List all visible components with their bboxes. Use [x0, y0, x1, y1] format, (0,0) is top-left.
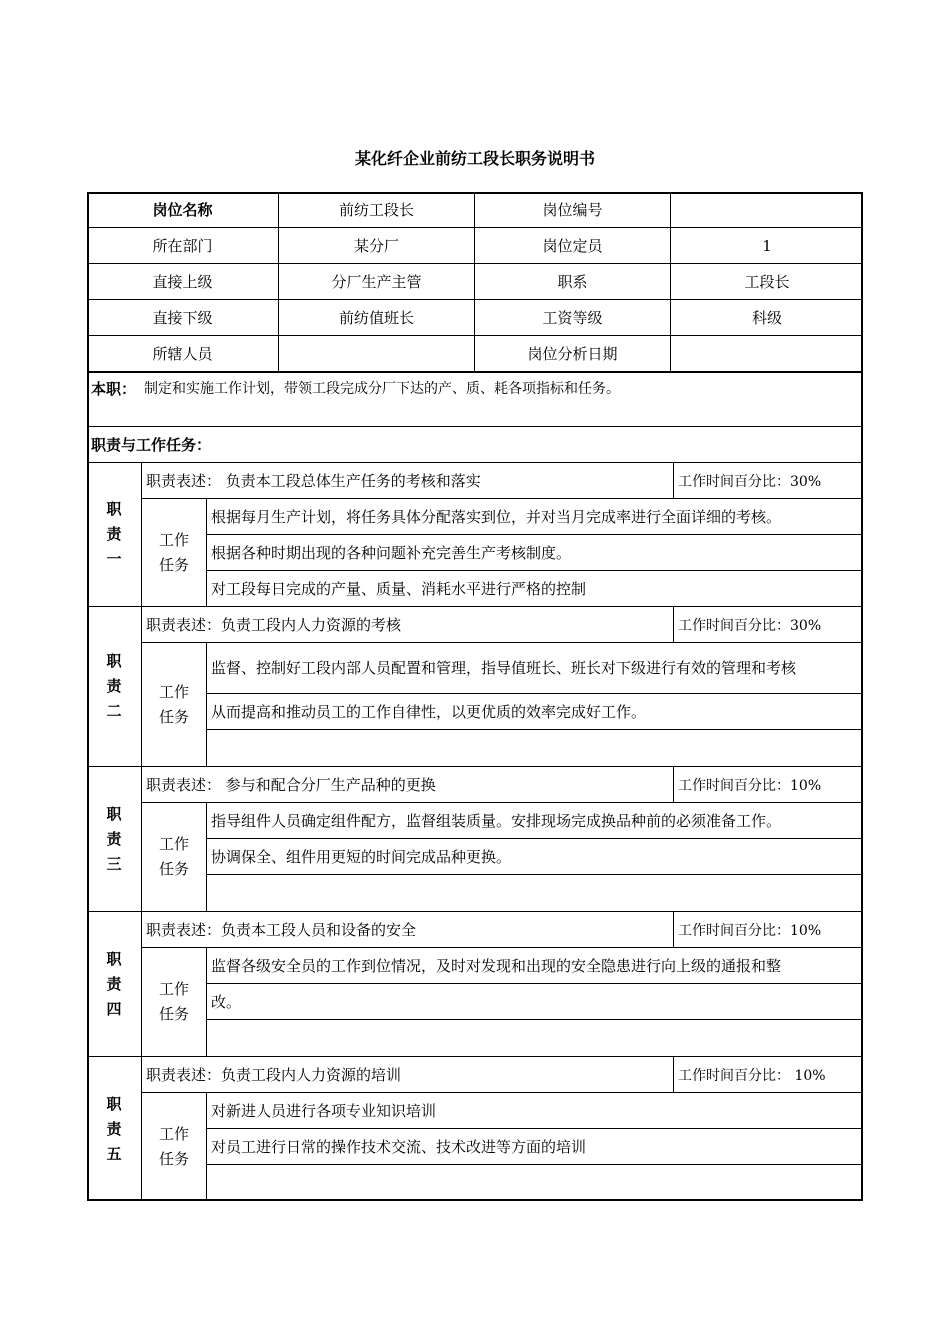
field-value: 1 — [762, 236, 772, 255]
task-text: 从而提高和推动员工的工作自律性，以更优质的效率完成好工作。 — [211, 702, 647, 721]
summary-label: 本职： — [91, 380, 137, 398]
task-row — [207, 1129, 863, 1165]
info-value-3-3 — [671, 264, 863, 300]
task-label-line: 工作 — [158, 682, 189, 701]
task-label-line: 工作 — [158, 980, 189, 998]
duty-label-char: 四 — [106, 999, 122, 1018]
task-label-line: 工作 — [158, 1125, 189, 1143]
task-label-line: 工作 — [158, 530, 189, 549]
duty-label-char: 职 — [106, 500, 122, 518]
duty-label-char: 二 — [106, 702, 122, 720]
task-label-line: 工作 — [158, 835, 189, 853]
duty-label-char: 一 — [106, 550, 122, 568]
info-label-5-0 — [87, 336, 279, 373]
info-label-3-2 — [475, 264, 671, 300]
task-row — [207, 535, 863, 571]
duty-description-text: 职责表述：负责本工段人员和设备的安全 — [146, 921, 417, 939]
field-label: 直接上级 — [152, 273, 213, 291]
duty-description-text: 职责表述：负责工段内人力资源的培训 — [146, 1066, 402, 1084]
field-label: 直接下级 — [152, 309, 213, 327]
info-value-2-1 — [279, 228, 475, 264]
duty-label-1 — [87, 463, 142, 607]
info-value-5-3 — [671, 336, 863, 373]
duty-label-char: 责 — [106, 829, 122, 848]
info-label-5-2 — [475, 336, 671, 373]
task-label-line: 任务 — [158, 860, 189, 878]
task-label — [142, 1093, 207, 1201]
info-label-4-0 — [87, 300, 279, 336]
task-row — [207, 839, 863, 875]
task-label — [142, 499, 207, 607]
task-row — [207, 875, 863, 912]
info-label-3-0 — [87, 264, 279, 300]
task-row — [207, 643, 863, 694]
field-value: 科级 — [751, 309, 782, 327]
task-label-line: 任务 — [158, 1005, 189, 1023]
task-row — [207, 694, 863, 730]
field-label: 所辖人员 — [152, 345, 213, 363]
task-label — [142, 803, 207, 912]
duty-time-percentage — [674, 1057, 863, 1093]
summary-row — [87, 373, 863, 427]
duty-time-percentage — [674, 767, 863, 803]
duty-time-percentage-text: 工作时间百分比：30% — [678, 473, 822, 490]
duty-time-percentage — [674, 912, 863, 948]
duty-time-percentage-text: 工作时间百分比：10% — [678, 777, 822, 794]
info-value-1-1 — [279, 192, 475, 228]
info-value-2-3 — [671, 228, 863, 264]
task-label-line: 任务 — [158, 1150, 189, 1168]
duty-description — [142, 912, 674, 948]
task-text: 根据每月生产计划，将任务具体分配落实到位，并对当月完成率进行全面详细的考核。 — [211, 507, 782, 526]
field-label: 工资等级 — [542, 309, 603, 327]
field-label: 岗位编号 — [542, 201, 603, 219]
info-value-5-1 — [279, 336, 475, 373]
duty-label-5 — [87, 1057, 142, 1201]
task-text: 指导组件人员确定组件配方，监督组装质量。安排现场完成换品种前的必须准备工作。 — [211, 811, 782, 830]
duty-label-char: 职 — [106, 804, 122, 823]
field-value: 某分厂 — [353, 237, 399, 255]
duty-label-2 — [87, 607, 142, 767]
page-title: 某化纤企业前纺工段长职务说明书 — [354, 149, 595, 168]
field-label: 岗位定员 — [542, 237, 603, 255]
field-label: 岗位分析日期 — [527, 345, 618, 363]
task-row — [207, 803, 863, 839]
info-label-4-2 — [475, 300, 671, 336]
duty-label-4 — [87, 912, 142, 1057]
duty-time-percentage-text: 工作时间百分比：30% — [678, 617, 822, 634]
duty-label-char: 责 — [106, 677, 122, 695]
duty-description-text: 职责表述： 负责本工段总体生产任务的考核和落实 — [146, 472, 481, 490]
task-label-line: 任务 — [158, 707, 189, 726]
field-value: 工段长 — [744, 273, 790, 291]
info-label-1-0 — [87, 192, 279, 228]
duty-description — [142, 767, 674, 803]
duty-description-text: 职责表述： 参与和配合分厂生产品种的更换 — [146, 776, 436, 794]
task-label — [142, 948, 207, 1057]
field-value: 前纺值班长 — [338, 309, 414, 327]
info-value-3-1 — [279, 264, 475, 300]
task-text: 协调保全、组件用更短的时间完成品种更换。 — [211, 847, 512, 866]
task-row — [207, 948, 863, 984]
duty-label-char: 五 — [106, 1144, 122, 1163]
duties-header-text: 职责与工作任务： — [91, 436, 212, 454]
field-value: 前纺工段长 — [338, 201, 414, 219]
info-label-2-2 — [475, 228, 671, 264]
field-label: 岗位名称 — [152, 201, 213, 219]
task-row — [207, 1165, 863, 1201]
task-row — [207, 730, 863, 767]
info-value-4-1 — [279, 300, 475, 336]
duty-label-char: 责 — [106, 525, 122, 543]
duty-time-percentage-text: 工作时间百分比： 10% — [678, 1067, 826, 1084]
task-text: 改。 — [211, 992, 242, 1011]
duties-header — [87, 427, 863, 463]
field-label: 所在部门 — [152, 237, 213, 255]
field-label: 职系 — [557, 273, 588, 291]
info-label-1-2 — [475, 192, 671, 228]
task-row — [207, 1093, 863, 1129]
task-row — [207, 1020, 863, 1057]
summary-text: 制定和实施工作计划，带领工段完成分厂下达的产、质、耗各项指标和任务。 — [144, 381, 621, 397]
duty-time-percentage — [674, 463, 863, 499]
duty-description — [142, 463, 674, 499]
duty-label-3 — [87, 767, 142, 912]
task-text: 根据各种时期出现的各种问题补充完善生产考核制度。 — [211, 543, 572, 562]
task-label-line: 任务 — [158, 555, 189, 574]
info-label-2-0 — [87, 228, 279, 264]
field-value: 分厂生产主管 — [331, 273, 422, 291]
duty-description — [142, 607, 674, 643]
duty-label-char: 职 — [106, 949, 122, 968]
duty-description-text: 职责表述：负责工段内人力资源的考核 — [146, 616, 402, 634]
task-label — [142, 643, 207, 767]
duty-description — [142, 1057, 674, 1093]
task-text: 对员工进行日常的操作技术交流、技术改进等方面的培训 — [211, 1137, 587, 1156]
task-row — [207, 571, 863, 607]
duty-time-percentage — [674, 607, 863, 643]
task-text: 对工段每日完成的产量、质量、消耗水平进行严格的控制 — [211, 579, 587, 598]
task-text: 监督各级安全员的工作到位情况，及时对发现和出现的安全隐患进行向上级的通报和整 — [211, 956, 782, 975]
duty-label-char: 三 — [106, 854, 122, 873]
info-value-4-3 — [671, 300, 863, 336]
task-text: 对新进人员进行各项专业知识培训 — [211, 1101, 437, 1120]
task-text: 监督、控制好工段内部人员配置和管理，指导值班长、班长对下级进行有效的管理和考核 — [211, 659, 797, 677]
duty-label-char: 责 — [106, 1119, 122, 1138]
duty-label-char: 职 — [106, 652, 122, 670]
duty-label-char: 责 — [106, 974, 122, 993]
task-row — [207, 499, 863, 535]
duty-label-char: 职 — [106, 1094, 122, 1113]
info-value-1-3 — [671, 192, 863, 228]
task-row — [207, 984, 863, 1020]
duty-time-percentage-text: 工作时间百分比：10% — [678, 922, 822, 939]
